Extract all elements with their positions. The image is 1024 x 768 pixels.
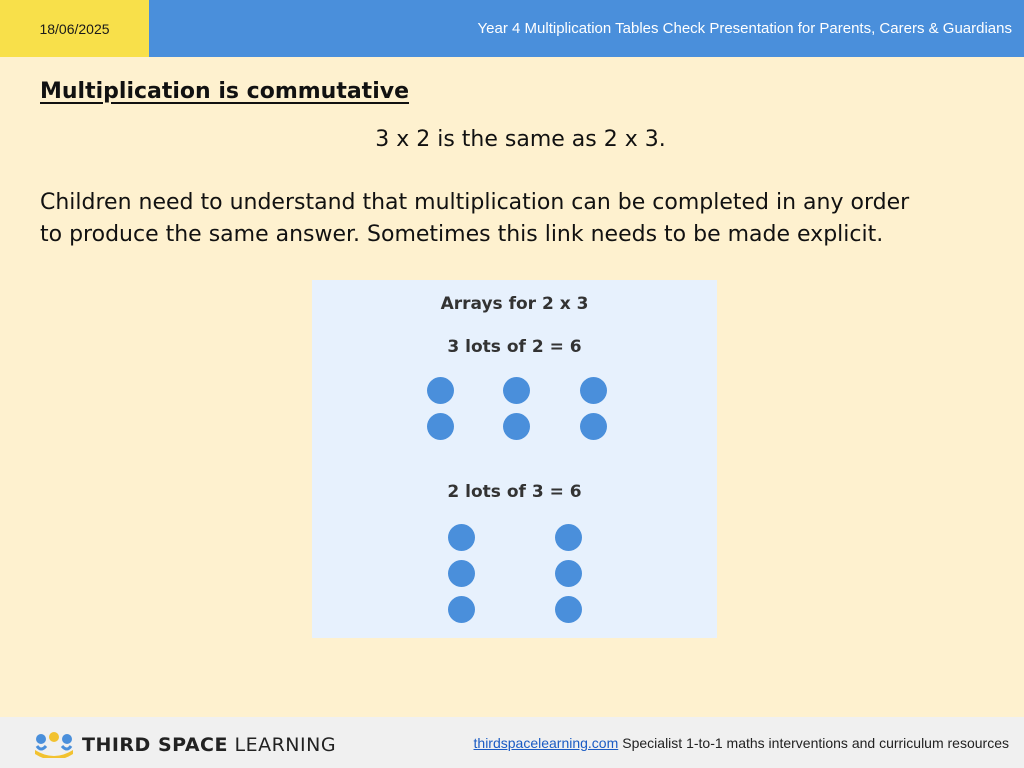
footer-tagline: Specialist 1-to-1 maths interventions and curriculum resources bbox=[622, 734, 1009, 751]
array-2-dot bbox=[448, 560, 475, 587]
array-1-dot bbox=[503, 377, 530, 404]
array-2-dot bbox=[448, 524, 475, 551]
explanation-line-1: Children need to understand that multiplication can be completed in any order bbox=[40, 190, 910, 215]
explanation-line-2: to produce the same answer. Sometimes this link needs to be made explicit. bbox=[40, 222, 884, 247]
logo-light-text: LEARNING bbox=[234, 734, 337, 756]
explanation-text bbox=[40, 187, 990, 251]
logo-people-icon bbox=[34, 732, 74, 758]
array-1-label: 3 lots of 2 = 6 bbox=[447, 337, 582, 357]
logo-wordmark bbox=[82, 734, 336, 756]
footer-text bbox=[474, 717, 1009, 768]
array-1-dot bbox=[427, 413, 454, 440]
third-space-learning-logo bbox=[34, 732, 336, 758]
array-2-label: 2 lots of 3 = 6 bbox=[447, 482, 582, 502]
arrays-panel bbox=[312, 280, 717, 638]
website-link[interactable]: thirdspacelearning.com bbox=[473, 734, 619, 751]
header-title: Year 4 Multiplication Tables Check Presentation for Parents, Carers & Guardians bbox=[477, 20, 1012, 37]
array-1-dot bbox=[580, 377, 607, 404]
commutative-equation: 3 x 2 is the same as 2 x 3. bbox=[375, 127, 666, 152]
array-2-dot bbox=[555, 524, 582, 551]
logo-bold-text: THIRD SPACE bbox=[82, 734, 228, 756]
array-2-dot bbox=[555, 560, 582, 587]
array-1-dot bbox=[503, 413, 530, 440]
slide-heading: Multiplication is commutative bbox=[40, 79, 410, 104]
array-2-dot bbox=[448, 596, 475, 623]
array-1-dot bbox=[580, 413, 607, 440]
header-bar bbox=[0, 0, 1024, 57]
arrays-title: Arrays for 2 x 3 bbox=[440, 294, 589, 314]
array-1-dot bbox=[427, 377, 454, 404]
header-date: 18/06/2025 bbox=[0, 0, 149, 57]
array-2-dot bbox=[555, 596, 582, 623]
footer-bar bbox=[0, 717, 1024, 768]
